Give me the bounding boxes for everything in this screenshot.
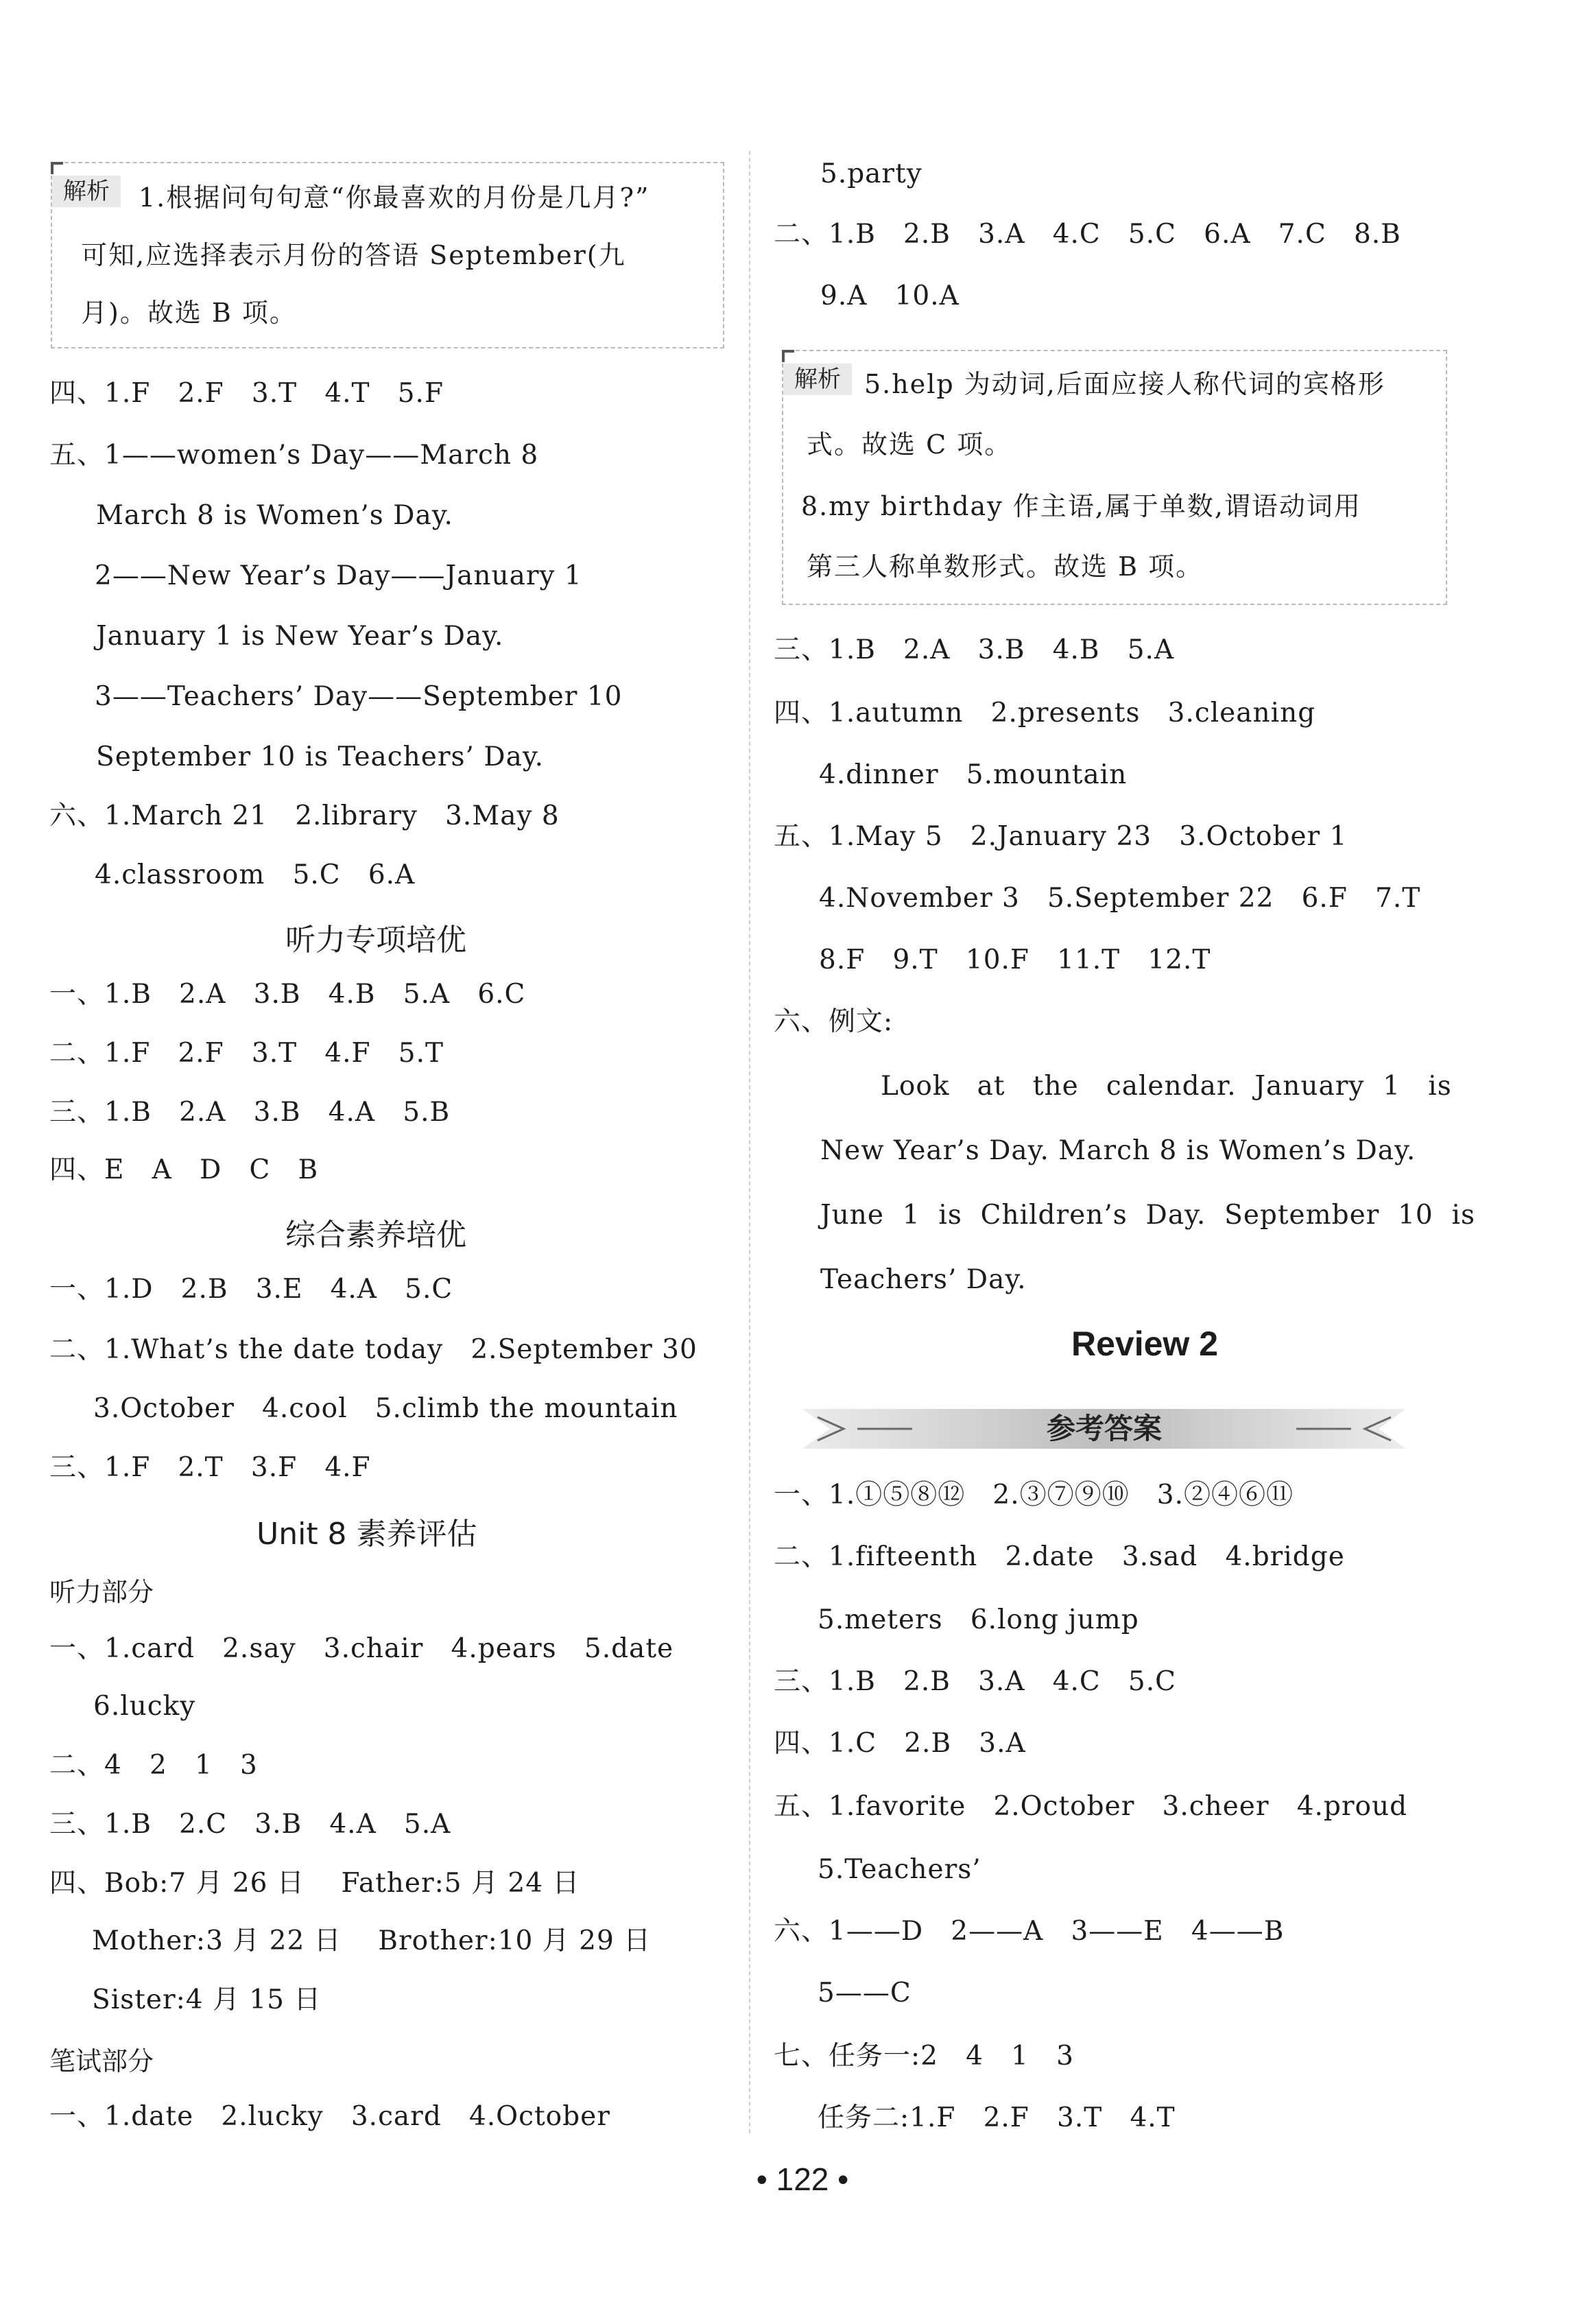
answer-line: 一、1.card 2.say 3.chair 4.pears 5.date	[49, 1633, 674, 1664]
note-line: 第三人称单数形式。故选 B 项。	[807, 551, 1204, 582]
review-title: Review 2	[1071, 1325, 1219, 1363]
answer-line: Sister:4 月 15 日	[92, 1984, 322, 2015]
answer-line: 四、E A D C B	[49, 1154, 319, 1185]
answer-line: 3.October 4.cool 5.climb the mountain	[93, 1393, 678, 1424]
answer-line: 5.meters 6.long jump	[818, 1604, 1139, 1635]
answer-line: 二、1.B 2.B 3.A 4.C 5.C 6.A 7.C 8.B	[774, 219, 1401, 250]
unit-heading: Unit 8 素养评估	[257, 1517, 477, 1552]
note-line: 可知,应选择表示月份的答语 September(九	[81, 240, 626, 270]
answer-line: 三、1.B 2.A 3.B 4.A 5.B	[49, 1097, 451, 1128]
analysis-note-1	[51, 162, 724, 348]
analysis-tag: 解析	[52, 176, 121, 207]
answer-line: 三、1.B 2.A 3.B 4.B 5.A	[774, 634, 1175, 665]
answer-line: Mother:3 月 22 日 Brother:10 月 29 日	[92, 1925, 652, 1956]
note-line: 1.根据问句句意“你最喜欢的月份是几月?”	[139, 182, 650, 213]
answer-line: 四、1.C 2.B 3.A	[774, 1728, 1026, 1759]
answer-line: 六、1.March 21 2.library 3.May 8	[49, 800, 560, 831]
answer-line: 5——C	[818, 1978, 912, 2008]
answer-line: 四、Bob:7 月 26 日 Father:5 月 24 日	[49, 1868, 580, 1899]
banner-label: 参考答案	[1046, 1412, 1162, 1445]
essay-line: Look at the calendar. January 1 is	[881, 1071, 1452, 1102]
subsection-label: 笔试部分	[49, 2046, 154, 2076]
answer-line: 二、1.fifteenth 2.date 3.sad 4.bridge	[774, 1541, 1345, 1572]
answer-line: 三、1.B 2.B 3.A 4.C 5.C	[774, 1666, 1176, 1697]
answer-line: 四、1.autumn 2.presents 3.cleaning	[774, 698, 1316, 728]
page-number: • 122 •	[756, 2161, 849, 2197]
essay-line: Teachers’ Day.	[820, 1264, 1027, 1295]
answer-line: 七、任务一:2 4 1 3	[774, 2041, 1074, 2072]
answer-line: 5.party	[820, 158, 922, 189]
answer-line: 五、1.favorite 2.October 3.cheer 4.proud	[774, 1791, 1408, 1822]
column-divider	[749, 151, 750, 2133]
answer-line: September 10 is Teachers’ Day.	[96, 742, 545, 772]
subsection-label: 听力部分	[49, 1577, 154, 1607]
essay-line: June 1 is Children’s Day. September 10 is	[820, 1200, 1475, 1231]
analysis-tag: 解析	[783, 364, 852, 395]
answer-line: 六、例文:	[774, 1006, 894, 1037]
answer-line: 任务二:1.F 2.F 3.T 4.T	[818, 2102, 1176, 2133]
answer-line: 5.Teachers’	[818, 1854, 981, 1885]
answer-line: 六、1——D 2——A 3——E 4——B	[774, 1916, 1285, 1947]
answer-line: 五、1.May 5 2.January 23 3.October 1	[774, 821, 1348, 852]
answer-line: January 1 is New Year’s Day.	[96, 621, 504, 652]
answer-line: 五、1——women’s Day——March 8	[49, 440, 539, 471]
note-line: 月)。故选 B 项。	[81, 298, 297, 328]
answer-line: 二、1.F 2.F 3.T 4.F 5.T	[49, 1038, 444, 1069]
answer-line: 一、1.date 2.lucky 3.card 4.October	[49, 2101, 610, 2132]
answer-line: March 8 is Women’s Day.	[96, 500, 453, 531]
answer-line: 4.dinner 5.mountain	[819, 759, 1128, 790]
note-line: 5.help 为动词,后面应接人称代词的宾格形	[864, 369, 1385, 399]
answer-line: 三、1.F 2.T 3.F 4.F	[49, 1452, 371, 1483]
answer-key-banner	[802, 1399, 1406, 1458]
answer-line: 四、1.F 2.F 3.T 4.T 5.F	[49, 378, 444, 409]
answer-line: 一、1.B 2.A 3.B 4.B 5.A 6.C	[49, 979, 526, 1010]
answer-line: 2——New Year’s Day——January 1	[95, 560, 582, 591]
answer-line: 二、1.What’s the date today 2.September 30	[49, 1334, 698, 1365]
answer-line: 一、1.①⑤⑧⑫ 2.③⑦⑨⑩ 3.②④⑥⑪	[774, 1480, 1294, 1510]
answer-line: 三、1.B 2.C 3.B 4.A 5.A	[49, 1809, 451, 1840]
answer-line: 8.F 9.T 10.F 11.T 12.T	[819, 945, 1211, 975]
essay-line: New Year’s Day. March 8 is Women’s Day.	[820, 1135, 1416, 1166]
analysis-note-2	[782, 350, 1447, 605]
note-line: 式。故选 C 项。	[807, 429, 1012, 460]
answer-line: 3——Teachers’ Day——September 10	[95, 681, 623, 712]
note-corner-icon	[782, 350, 794, 362]
note-corner-icon	[51, 162, 63, 174]
section-heading: 听力专项培优	[285, 923, 466, 958]
answer-line: 6.lucky	[93, 1691, 196, 1722]
note-line: 8.my birthday 作主语,属于单数,谓语动词用	[801, 491, 1361, 521]
section-heading: 综合素养培优	[285, 1218, 466, 1253]
answer-line: 一、1.D 2.B 3.E 4.A 5.C	[49, 1274, 453, 1305]
answer-line: 二、4 2 1 3	[49, 1750, 258, 1781]
answer-line: 9.A 10.A	[820, 281, 960, 311]
answer-line: 4.classroom 5.C 6.A	[95, 859, 416, 890]
answer-line: 4.November 3 5.September 22 6.F 7.T	[819, 883, 1421, 914]
